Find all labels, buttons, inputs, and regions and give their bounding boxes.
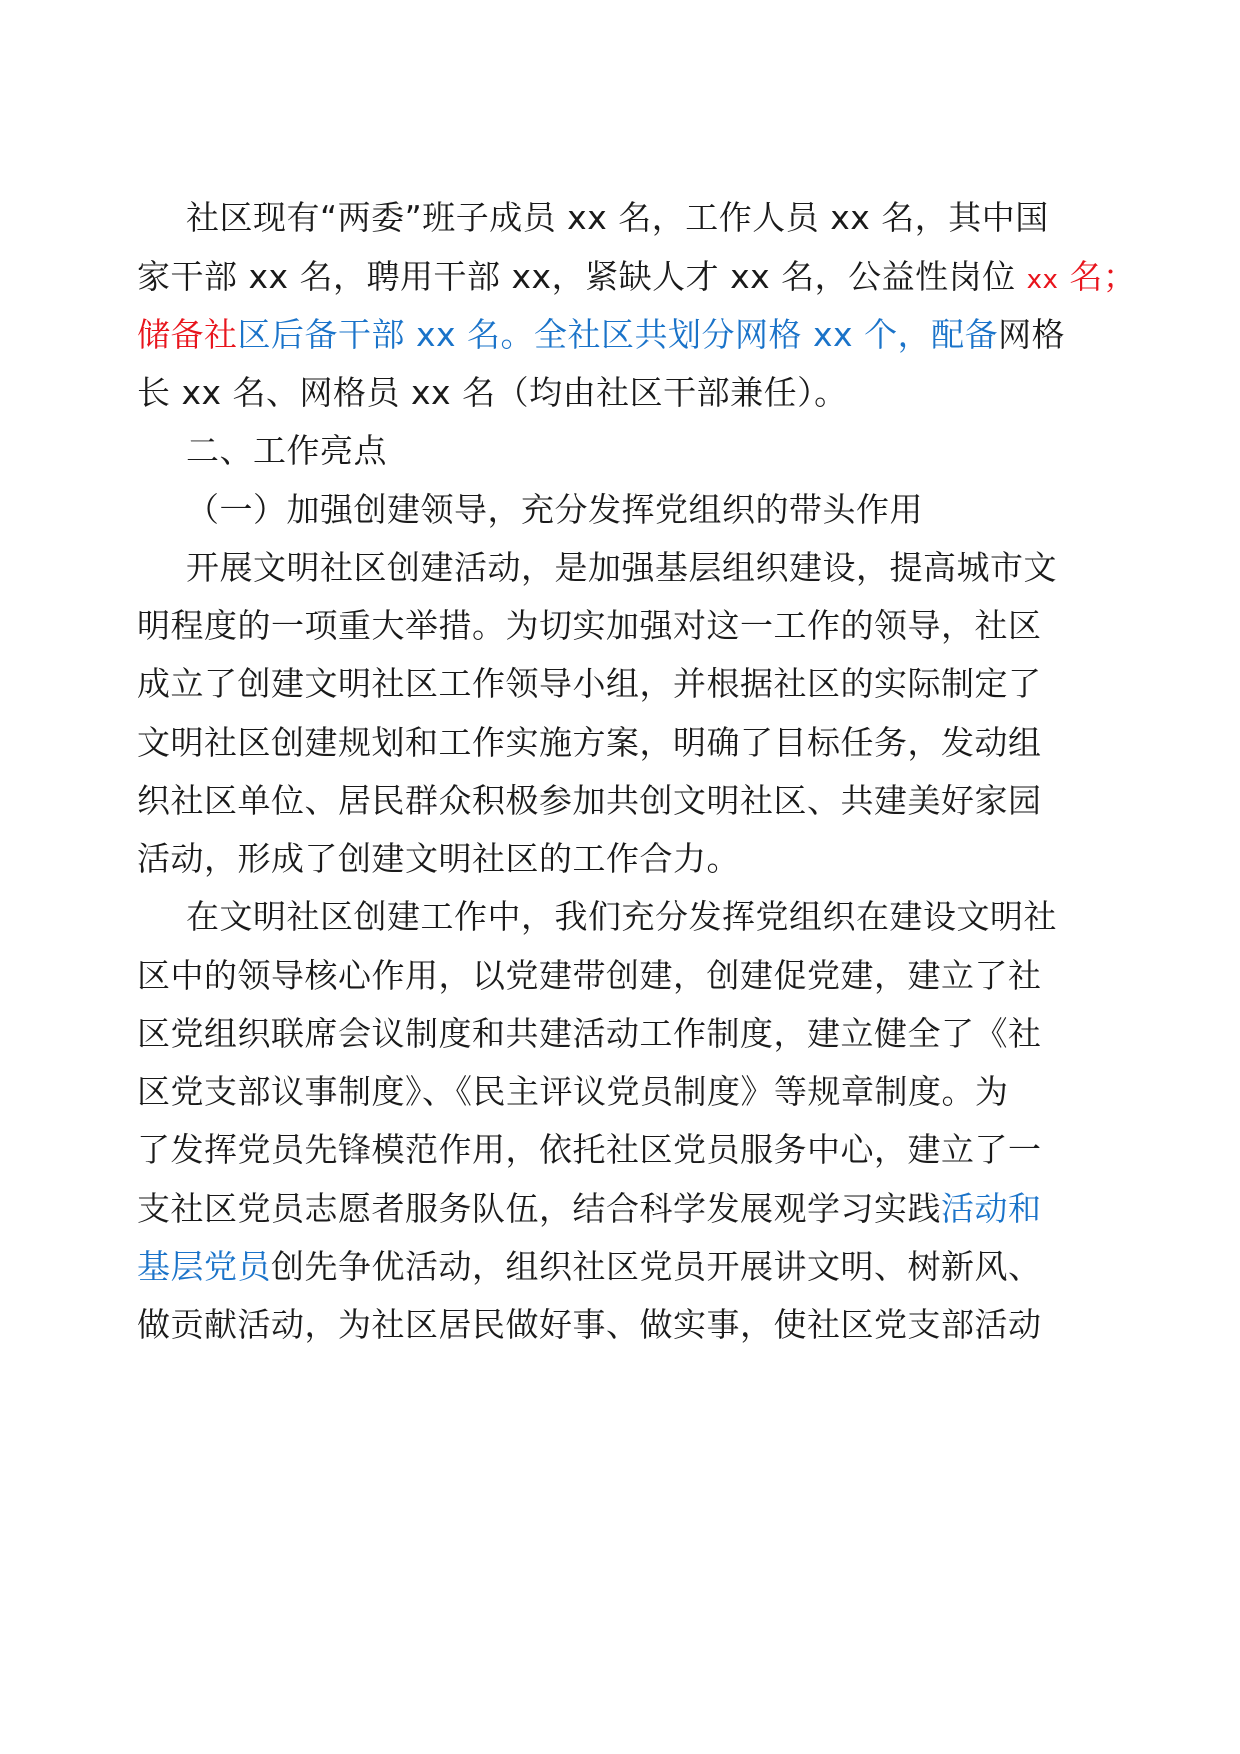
highlight-red-span: 名； [1058,257,1137,296]
paragraph-1-line-3 [137,313,1065,357]
paragraph-3-line-5 [137,1128,1042,1172]
text-span: 开展文明社区创建活动，是加强基层组织建设，提高城市文 [186,548,1057,587]
section-heading [186,429,387,473]
paragraph-3-line-2 [137,954,1042,998]
paragraph-1-line-1 [186,196,1049,240]
highlight-blue-span: 区后备干部 xx 名。全社区共划分网格 xx 个，配备 [237,315,999,354]
text-span: 成立了创建文明社区工作领导小组，并根据社区的实际制定了 [137,664,1042,703]
paragraph-3-line-8 [137,1303,1042,1347]
paragraph-1-line-4 [137,371,848,415]
paragraph-3-line-1 [186,895,1057,939]
paragraph-2-line-2 [137,604,1042,648]
paragraph-2-line-5 [137,779,1042,823]
highlight-red-span: xx [1026,265,1059,295]
paragraph-3-line-3 [137,1012,1042,1056]
highlight-blue-span: 基层党员 [137,1247,271,1286]
paragraph-1-line-2 [137,255,1136,302]
text-span: 支社区党员志愿者服务队伍，结合科学发展观学习实践 [137,1189,941,1228]
paragraph-3-line-6 [137,1187,1042,1231]
paragraph-2-line-1 [186,546,1057,590]
text-span: 了发挥党员先锋模范作用，依托社区党员服务中心，建立了一 [137,1130,1042,1169]
subsection-heading [186,488,923,532]
text-span: 区中的领导核心作用，以党建带创建，创建促党建，建立了社 [137,956,1042,995]
subheading-text: （一）加强创建领导，充分发挥党组织的带头作用 [186,490,923,529]
text-span: 创先争优活动，组织社区党员开展讲文明、树新风、 [271,1247,1042,1286]
text-span: 织社区单位、居民群众积极参加共创文明社区、共建美好家园 [137,781,1042,820]
paragraph-3-line-4 [137,1070,1009,1114]
text-span: 文明社区创建规划和工作实施方案，明确了目标任务，发动组 [137,723,1042,762]
paragraph-2-line-4 [137,721,1042,765]
text-span: 做贡献活动，为社区居民做好事、做实事，使社区党支部活动 [137,1305,1042,1344]
text-span: 在文明社区创建工作中，我们充分发挥党组织在建设文明社 [186,897,1057,936]
text-span: 社区现有“两委”班子成员 xx 名，工作人员 xx 名，其中国 [186,198,1049,237]
text-span: 网格 [998,315,1066,354]
paragraph-2-line-3 [137,662,1042,706]
text-span: 长 xx 名、网格员 xx 名（均由社区干部兼任）。 [137,373,848,412]
text-span: 明程度的一项重大举措。为切实加强对这一工作的领导，社区 [137,606,1042,645]
heading-text: 二、工作亮点 [186,431,387,470]
text-span: 区党组织联席会议制度和共建活动工作制度，建立健全了《社 [137,1014,1042,1053]
text-span: 家干部 xx 名，聘用干部 xx，紧缺人才 xx 名，公益性岗位 [137,257,1027,296]
paragraph-3-line-7 [137,1245,1042,1289]
highlight-red-span: 储备社 [137,315,238,354]
text-span: 区党支部议事制度》、《民主评议党员制度》等规章制度。为 [137,1072,1009,1111]
text-span: 活动，形成了创建文明社区的工作合力。 [137,839,740,878]
highlight-blue-span: 活动和 [941,1189,1042,1228]
paragraph-2-line-6 [137,837,740,881]
